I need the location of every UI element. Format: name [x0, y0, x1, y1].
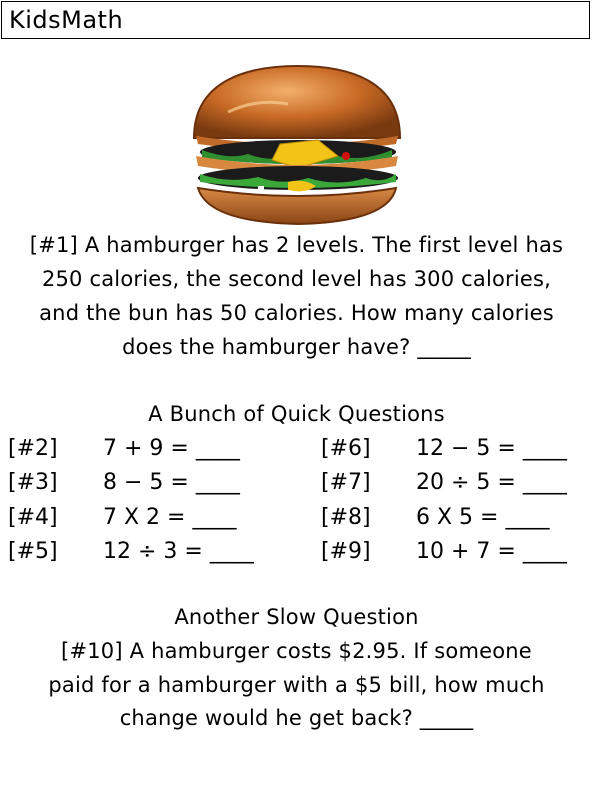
title-bar [1, 1, 590, 39]
problem-10-line: [#10] A hamburger costs $2.95. If someone [61, 639, 532, 663]
question-expression: 20 ÷ 5 = ____ [416, 470, 567, 495]
slow-question-heading: Another Slow Question [174, 605, 419, 629]
question-number: [#8] [321, 505, 371, 530]
question-number: [#6] [321, 436, 371, 461]
question-expression: 7 X 2 = ____ [103, 505, 237, 530]
question-number: [#5] [8, 539, 58, 564]
question-number: [#4] [8, 505, 58, 530]
hamburger-image [188, 60, 406, 230]
problem-1-line: 250 calories, the second level has 300 calories, [41, 267, 552, 291]
problem-1-line: does the hamburger have? _____ [122, 335, 471, 359]
question-number: [#2] [8, 436, 58, 461]
question-expression: 7 + 9 = ____ [103, 436, 240, 461]
question-expression: 12 − 5 = ____ [416, 436, 567, 461]
question-number: [#7] [321, 470, 371, 495]
problem-1-line: [#1] A hamburger has 2 levels. The first level has [29, 233, 564, 257]
question-number: [#9] [321, 539, 371, 564]
question-expression: 6 X 5 = ____ [416, 505, 550, 530]
question-number: [#3] [8, 470, 58, 495]
question-expression: 10 + 7 = ____ [416, 539, 567, 564]
app-title: KidsMath [9, 6, 124, 34]
question-expression: 12 ÷ 3 = ____ [103, 539, 254, 564]
problem-1-line: and the bun has 50 calories. How many calories [39, 301, 554, 325]
quick-questions-heading: A Bunch of Quick Questions [148, 402, 445, 426]
problem-10-line: paid for a hamburger with a $5 bill, how much [48, 673, 545, 697]
problem-10-line: change would he get back? _____ [119, 706, 474, 730]
question-expression: 8 − 5 = ____ [103, 470, 240, 495]
